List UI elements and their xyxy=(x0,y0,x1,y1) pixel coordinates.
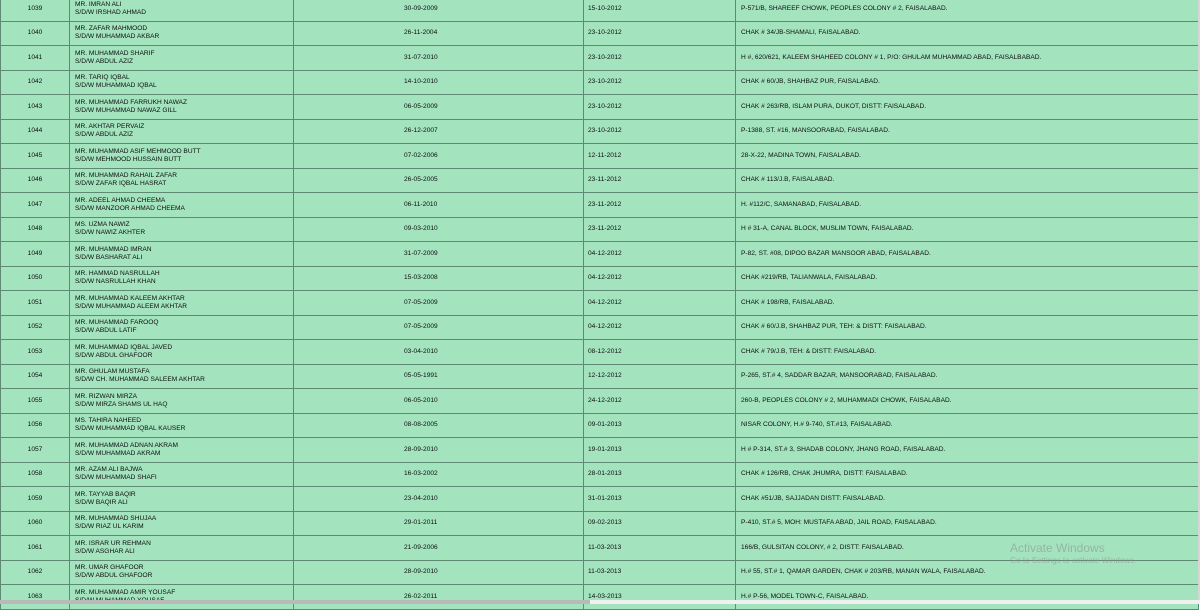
person-name: MR. MUHAMMAD IMRAN xyxy=(75,245,152,253)
name-cell xyxy=(70,0,294,21)
relation-name: S/D/W ABDUL AZIZ xyxy=(75,131,134,139)
registration-date-cell: 12-12-2012 xyxy=(584,364,736,389)
table-row xyxy=(1,438,1199,463)
name-cell xyxy=(70,95,294,120)
serial-number-cell: 1040 xyxy=(1,21,70,46)
person-name: MR. MUHAMMAD RAHAIL ZAFAR xyxy=(75,172,177,180)
registration-date-cell: 23-11-2012 xyxy=(584,193,736,218)
person-name: MR. MUHAMMAD FARRUKH NAWAZ xyxy=(75,98,187,106)
registration-date-cell: 08-12-2012 xyxy=(584,340,736,365)
serial-number-cell: 1041 xyxy=(1,46,70,71)
serial-number-cell: 1063 xyxy=(1,585,70,610)
relation-name: S/D/W ABDUL AZIZ xyxy=(75,57,134,65)
table-row xyxy=(1,364,1199,389)
name-cell xyxy=(70,511,294,536)
address-cell: P-1388, ST. #16, MANSOORABAD, FAISALABAD. xyxy=(736,119,1199,144)
serial-number-cell: 1045 xyxy=(1,144,70,169)
person-name: MR. MUHAMMAD ADNAN AKRAM xyxy=(75,441,178,449)
watermark-subtitle: Go to Settings to activate Windows. xyxy=(1010,556,1137,565)
registration-date-cell: 31-01-2013 xyxy=(584,487,736,512)
name-cell xyxy=(70,536,294,561)
serial-number-cell: 1055 xyxy=(1,389,70,414)
person-name: MS. UZMA NAWIZ xyxy=(75,221,130,229)
serial-number-cell: 1054 xyxy=(1,364,70,389)
address-cell: CHAK # 198/RB, FAISALABAD. xyxy=(736,291,1199,316)
serial-number-cell: 1047 xyxy=(1,193,70,218)
relation-name: S/D/W MUHAMMAD IQBAL xyxy=(75,82,157,90)
table-row xyxy=(1,70,1199,95)
person-name: MR. AKHTAR PERVAIZ xyxy=(75,123,145,131)
date-cell: 06-05-2010 xyxy=(294,389,584,414)
watermark-title: Activate Windows xyxy=(1010,541,1105,555)
person-name: MR. IMRAN ALI xyxy=(75,0,122,8)
relation-name: S/D/W ZAFAR IQBAL HASRAT xyxy=(75,180,167,188)
address-cell: P-410, ST.# 5, MOH: MUSTAFA ABAD, JAIL ROAD, FAISALABAD. xyxy=(736,511,1199,536)
registration-date-cell: 11-03-2013 xyxy=(584,560,736,585)
date-cell: 16-03-2002 xyxy=(294,462,584,487)
person-name: MR. TAYYAB BAQIR xyxy=(75,490,136,498)
name-cell xyxy=(70,315,294,340)
date-cell: 30-09-2009 xyxy=(294,0,584,21)
relation-name: S/D/W MANZOOR AHMAD CHEEMA xyxy=(75,204,185,212)
table-row xyxy=(1,0,1199,21)
relation-name: S/D/W ASGHAR ALI xyxy=(75,547,135,555)
name-cell xyxy=(70,144,294,169)
person-name: MR. MUHAMMAD SHARIF xyxy=(75,49,155,57)
serial-number-cell: 1053 xyxy=(1,340,70,365)
person-name: MR. ISRAR UR REHMAN xyxy=(75,539,151,547)
name-cell xyxy=(70,242,294,267)
relation-name: S/D/W IRSHAD AHMAD xyxy=(75,8,147,16)
relation-name: S/D/W BAQIR ALI xyxy=(75,498,128,506)
date-cell: 31-07-2009 xyxy=(294,242,584,267)
relation-name: S/D/W RIAZ UL KARIM xyxy=(75,523,144,531)
table-row xyxy=(1,46,1199,71)
address-cell: CHAK # 60/JB, SHAHBAZ PUR, FAISALABAD. xyxy=(736,70,1199,95)
address-cell: CHAK # 60/J.B, SHAHBAZ PUR, TEH: & DISTT: FAISALABAD. xyxy=(736,315,1199,340)
registration-date-cell: 23-11-2012 xyxy=(584,168,736,193)
address-cell: P-265, ST.# 4, SADDAR BAZAR, MANSOORABAD, FAISALABAD. xyxy=(736,364,1199,389)
relation-name: S/D/W MUHAMMAD NAWAZ GILL xyxy=(75,106,177,114)
address-cell: H # 31-A, CANAL BLOCK, MUSLIM TOWN, FAISALABAD. xyxy=(736,217,1199,242)
registration-date-cell: 04-12-2012 xyxy=(584,266,736,291)
registration-date-cell: 23-10-2012 xyxy=(584,46,736,71)
registration-date-cell: 23-10-2012 xyxy=(584,95,736,120)
name-cell xyxy=(70,585,294,610)
name-cell xyxy=(70,340,294,365)
registration-date-cell: 19-01-2013 xyxy=(584,438,736,463)
relation-name: S/D/W MUHAMMAD IQBAL KAUSER xyxy=(75,425,186,433)
address-cell: CHAK #51/JB, SAJJADAN DISTT: FAISALABAD. xyxy=(736,487,1199,512)
name-cell xyxy=(70,413,294,438)
table-row xyxy=(1,193,1199,218)
relation-name: S/D/W MUHAMMAD SHAFI xyxy=(75,474,157,482)
registration-date-cell: 04-12-2012 xyxy=(584,291,736,316)
registration-date-cell: 15-10-2012 xyxy=(584,0,736,21)
horizontal-scroll-thumb[interactable] xyxy=(0,600,590,604)
date-cell: 09-03-2010 xyxy=(294,217,584,242)
relation-name: S/D/W ABDUL GHAFOOR xyxy=(75,351,153,359)
name-cell xyxy=(70,462,294,487)
registration-date-cell: 24-12-2012 xyxy=(584,389,736,414)
address-cell: H.# 55, ST.# 1, QAMAR GARDEN, CHAK # 203/RB, MANAN WALA, FAISALABAD. xyxy=(736,560,1199,585)
serial-number-cell: 1048 xyxy=(1,217,70,242)
person-name: MR. GHULAM MUSTAFA xyxy=(75,368,150,376)
serial-number-cell: 1039 xyxy=(1,0,70,21)
date-cell: 21-09-2006 xyxy=(294,536,584,561)
relation-name: S/D/W MIRZA SHAMS UL HAQ xyxy=(75,400,168,408)
relation-name: S/D/W MUHAMMAD ALEEM AKHTAR xyxy=(75,302,187,310)
serial-number-cell: 1057 xyxy=(1,438,70,463)
serial-number-cell: 1060 xyxy=(1,511,70,536)
address-cell: H #, 620/621, KALEEM SHAHEED COLONY # 1, P/O: GHULAM MUHAMMAD ABAD, FAISALBABAD. xyxy=(736,46,1199,71)
date-cell: 03-04-2010 xyxy=(294,340,584,365)
relation-name: S/D/W ABDUL LATIF xyxy=(75,327,137,335)
registration-date-cell: 23-11-2012 xyxy=(584,217,736,242)
date-cell: 26-05-2005 xyxy=(294,168,584,193)
table-row xyxy=(1,144,1199,169)
registration-date-cell: 09-02-2013 xyxy=(584,511,736,536)
table-row xyxy=(1,340,1199,365)
person-name: MR. MUHAMMAD FAROOQ xyxy=(75,319,159,327)
table-row xyxy=(1,217,1199,242)
relation-name: S/D/W MUHAMMAD AKBAR xyxy=(75,33,160,41)
serial-number-cell: 1049 xyxy=(1,242,70,267)
table-row xyxy=(1,487,1199,512)
person-name: MR. ZAFAR MAHMOOD xyxy=(75,25,148,33)
address-cell: CHAK # 113/J.B, FAISALABAD. xyxy=(736,168,1199,193)
table-row xyxy=(1,511,1199,536)
date-cell: 28-09-2010 xyxy=(294,438,584,463)
address-cell: H # P-314, ST.# 3, SHADAB COLONY, JHANG ROAD, FAISALABAD. xyxy=(736,438,1199,463)
name-cell xyxy=(70,21,294,46)
registration-date-cell: 28-01-2013 xyxy=(584,462,736,487)
date-cell: 28-09-2010 xyxy=(294,560,584,585)
registration-date-cell: 09-01-2013 xyxy=(584,413,736,438)
address-cell: H. #112/C, SAMANABAD, FAISALABAD. xyxy=(736,193,1199,218)
relation-name: S/D/W MEHMOOD HUSSAIN BUTT xyxy=(75,155,182,163)
table-row xyxy=(1,389,1199,414)
name-cell xyxy=(70,70,294,95)
date-cell: 05-05-1991 xyxy=(294,364,584,389)
date-cell: 23-04-2010 xyxy=(294,487,584,512)
date-cell: 29-01-2011 xyxy=(294,511,584,536)
relation-name: S/D/W CH. MUHAMMAD SALEEM AKHTAR xyxy=(75,376,205,384)
name-cell xyxy=(70,364,294,389)
serial-number-cell: 1042 xyxy=(1,70,70,95)
serial-number-cell: 1062 xyxy=(1,560,70,585)
name-cell xyxy=(70,291,294,316)
person-name: MR. MUHAMMAD AMIR YOUSAF xyxy=(75,588,176,596)
person-name: MR. AZAM ALI BAJWA xyxy=(75,466,143,474)
person-name: MR. ADEEL AHMAD CHEEMA xyxy=(75,196,166,204)
person-name: MR. RIZWAN MIRZA xyxy=(75,392,138,400)
registration-date-cell: 23-10-2012 xyxy=(584,21,736,46)
address-cell: 166/B, GULSITAN COLONY, # 2, DISTT: FAISALABAD. xyxy=(736,536,1199,561)
date-cell: 08-08-2005 xyxy=(294,413,584,438)
activate-windows-watermark xyxy=(1010,541,1136,566)
serial-number-cell: 1046 xyxy=(1,168,70,193)
date-cell: 26-12-2007 xyxy=(294,119,584,144)
name-cell xyxy=(70,487,294,512)
address-cell: CHAK # 34/JB-SHAMALI, FAISALABAD. xyxy=(736,21,1199,46)
address-cell: CHAK # 126/RB, CHAK JHUMRA, DISTT: FAISALABAD. xyxy=(736,462,1199,487)
name-cell xyxy=(70,560,294,585)
person-name: MR. MUHAMMAD KALEEM AKHTAR xyxy=(75,294,185,302)
registration-date-cell: 04-12-2012 xyxy=(584,242,736,267)
address-cell: P-82, ST. #08, DIPOO BAZAR MANSOOR ABAD, FAISALABAD. xyxy=(736,242,1199,267)
serial-number-cell: 1050 xyxy=(1,266,70,291)
address-cell: P-571/B, SHAREEF CHOWK, PEOPLES COLONY # 2, FAISALABAD. xyxy=(736,0,1199,21)
person-name: MR. MUHAMMAD IQBAL JAVED xyxy=(75,343,173,351)
address-cell: 260-B, PEOPLES COLONY # 2, MUHAMMADI CHOWK, FAISALABAD. xyxy=(736,389,1199,414)
name-cell xyxy=(70,46,294,71)
relation-name: S/D/W BASHARAT ALI xyxy=(75,253,143,261)
person-name: MR. TARIQ IQBAL xyxy=(75,74,130,82)
name-cell xyxy=(70,168,294,193)
serial-number-cell: 1044 xyxy=(1,119,70,144)
person-name: MR. MUHAMMAD SHUJAA xyxy=(75,515,157,523)
date-cell: 14-10-2010 xyxy=(294,70,584,95)
relation-name: S/D/W NAWIZ AKHTER xyxy=(75,229,146,237)
date-cell: 06-11-2010 xyxy=(294,193,584,218)
person-name: MR. MUHAMMAD ASIF MEHMOOD BUTT xyxy=(75,147,201,155)
table-row xyxy=(1,585,1199,610)
date-cell: 07-05-2009 xyxy=(294,291,584,316)
registration-date-cell: 11-03-2013 xyxy=(584,536,736,561)
name-cell xyxy=(70,193,294,218)
table-row xyxy=(1,315,1199,340)
address-cell: CHAK # 79/J.B, TEH: & DISTT: FAISALABAD. xyxy=(736,340,1199,365)
registration-date-cell: 04-12-2012 xyxy=(584,315,736,340)
date-cell: 26-11-2004 xyxy=(294,21,584,46)
address-cell: CHAK # 263/RB, ISLAM PURA, DUKOT, DISTT: FAISALABAD. xyxy=(736,95,1199,120)
name-cell xyxy=(70,119,294,144)
serial-number-cell: 1051 xyxy=(1,291,70,316)
serial-number-cell: 1059 xyxy=(1,487,70,512)
registration-date-cell: 23-10-2012 xyxy=(584,70,736,95)
registration-date-cell: 12-11-2012 xyxy=(584,144,736,169)
name-cell xyxy=(70,389,294,414)
table-row xyxy=(1,266,1199,291)
person-name: MR. HAMMAD NASRULLAH xyxy=(75,270,160,278)
date-cell: 31-07-2010 xyxy=(294,46,584,71)
name-cell xyxy=(70,438,294,463)
relation-name: S/D/W MUHAMMAD AKRAM xyxy=(75,449,161,457)
horizontal-scrollbar[interactable] xyxy=(0,600,1200,604)
relation-name: S/D/W NASRULLAH KHAN xyxy=(75,278,156,286)
name-cell xyxy=(70,266,294,291)
date-cell: 07-02-2006 xyxy=(294,144,584,169)
address-cell: 28-X-22, MADINA TOWN, FAISALABAD. xyxy=(736,144,1199,169)
serial-number-cell: 1056 xyxy=(1,413,70,438)
table-row xyxy=(1,291,1199,316)
table-row xyxy=(1,168,1199,193)
address-cell: CHAK #219/RB, TALIANWALA, FAISALABAD. xyxy=(736,266,1199,291)
address-cell: H.# P-56, MODEL TOWN-C, FAISALABAD. xyxy=(736,585,1199,610)
serial-number-cell: 1043 xyxy=(1,95,70,120)
table-row xyxy=(1,462,1199,487)
date-cell: 06-05-2009 xyxy=(294,95,584,120)
date-cell: 07-05-2009 xyxy=(294,315,584,340)
table-row xyxy=(1,21,1199,46)
table-row xyxy=(1,242,1199,267)
registration-date-cell: 14-03-2013 xyxy=(584,585,736,610)
serial-number-cell: 1058 xyxy=(1,462,70,487)
date-cell: 15-03-2008 xyxy=(294,266,584,291)
records-table-body xyxy=(1,0,1199,609)
registration-date-cell: 23-10-2012 xyxy=(584,119,736,144)
table-row xyxy=(1,119,1199,144)
name-cell xyxy=(70,217,294,242)
address-cell: NISAR COLONY, H.# 9-740, ST.#13, FAISALABAD. xyxy=(736,413,1199,438)
relation-name: S/D/W ABDUL GHAFOOR xyxy=(75,572,153,580)
serial-number-cell: 1061 xyxy=(1,536,70,561)
table-row xyxy=(1,413,1199,438)
person-name: MR. UMAR GHAFOOR xyxy=(75,564,144,572)
person-name: MS. TAHIRA NAHEED xyxy=(75,417,142,425)
table-row xyxy=(1,95,1199,120)
serial-number-cell: 1052 xyxy=(1,315,70,340)
date-cell: 26-02-2011 xyxy=(294,585,584,610)
